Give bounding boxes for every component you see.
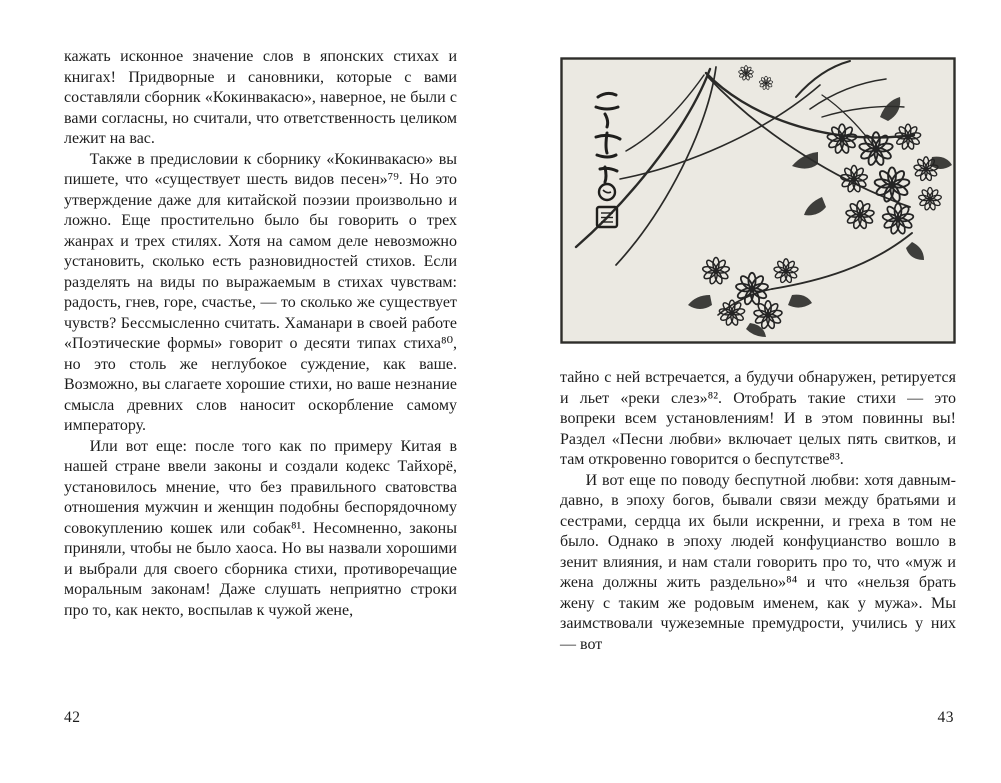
page-number-left: 42 — [64, 709, 81, 726]
page-left — [64, 0, 457, 783]
right-text-block — [560, 368, 956, 655]
paragraph: кажать исконное значение слов в японских стихах и книгах! Придворные и сановники, которые с вами составляли сборник «Кокинвакасю», наверное, не были с вами согласны, но считали, что ответственность целиком лежит на вас. — [64, 48, 457, 147]
left-text-block — [64, 47, 457, 621]
ink-illustration-svg — [560, 57, 956, 344]
paragraph: тайно с ней встречается, а будучи обнаружен, ретируется и льет «реки слез»⁸². Отобрать такие стихи — это вопреки всем установлениям! И в этом повинны вы! Раздел «Песни любви» включает целых пять свитков, и там откровенно говорится о беспутстве⁸³. — [560, 369, 956, 468]
page-number-right: 43 — [937, 709, 954, 726]
paragraph: Также в предисловии к сборнику «Кокинвакасю» вы пишете, что «существует шесть видов песен»⁷⁹. Но это утверждение даже для китайской поэзии произвольно и ложно. Еще простительно было бы говорить о трех жанрах и трех стилях. Хотя на самом деле невозможно установить, сколько есть разновидностей стихов. Если разделять на виды по выражаемым в стихах чувствам: радость, гнев, горе, счастье, — то сколько же существует чувств? Бессмысленно считать. Хаманари в своей работе «Поэтические формы» говорит о десяти типах стиха⁸⁰, но это столь же неглубокое суждение, как ваше. Возможно, вы слагаете хорошие стихи, но ваше незнание смысла древних слов наносит оскорбление самому императору. — [64, 150, 457, 434]
paragraph: И вот еще по поводу беспутной любви: хотя давным-давно, в эпоху богов, бывали связи между братьями и сестрами, сердца их были искренни, и греха в том не было. Однако в эпоху людей конфуцианство вошло в зенит влияния, и нам стали говорить про то, что «муж и жена должны жить раздельно»⁸⁴ и что «нельзя брать жену с таким же родовым именем, как у мужа». Мы заимствовали чужеземные премудрости, учились у них — вот — [560, 471, 956, 653]
japanese-ink-illustration — [560, 57, 956, 344]
page-right — [560, 0, 956, 783]
paragraph: Или вот еще: после того как по примеру Китая в нашей стране ввели законы и создали кодекс Тайхорё, установилось мнение, что без правильного сватовства отношения мужчин и женщин подобны беспорядочному совокуплению кошек или собак⁸¹. Несомненно, законы приняли, чтобы не было хаоса. Но вы назвали хорошими и выбрали для своего сборника стихи, противоречащие моральным законам! Даже слушать неприятно строки про то, как некто, воспылав к чужой жене, — [64, 437, 457, 619]
